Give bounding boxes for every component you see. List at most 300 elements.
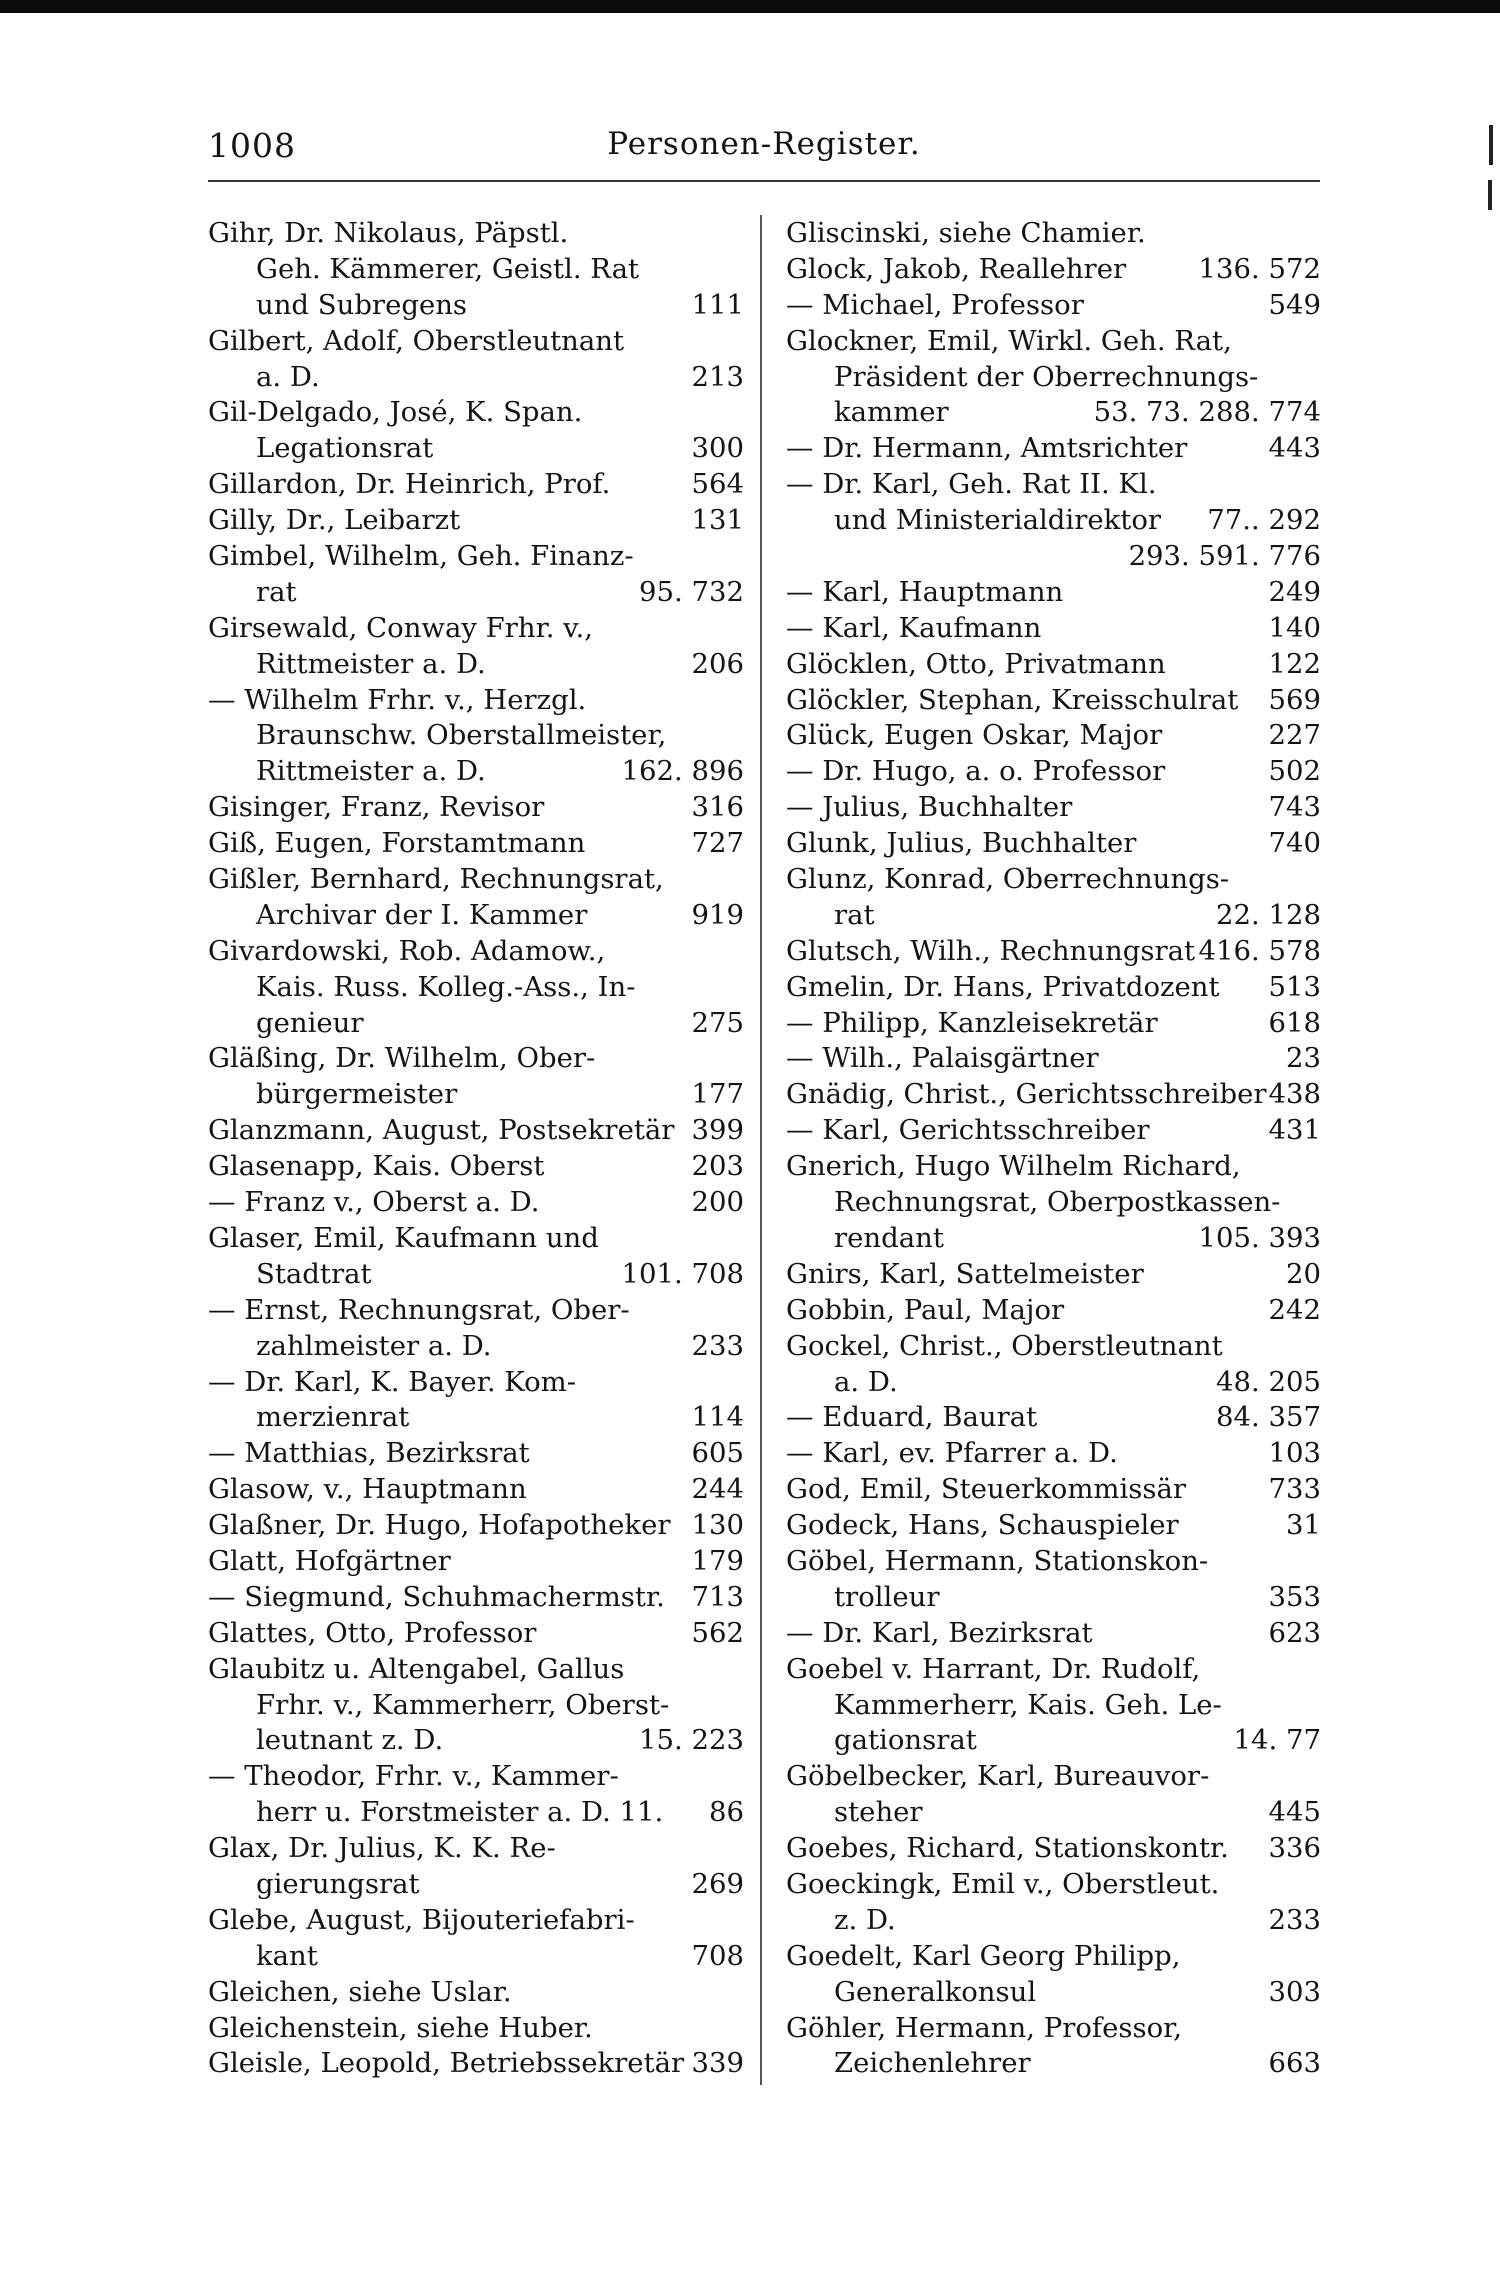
entry-continuation-line xyxy=(208,1077,744,1113)
page-reference: 177 xyxy=(691,1078,744,1111)
running-title: Personen-Register. xyxy=(607,126,921,162)
entry-text: Zeichenlehrer xyxy=(834,2047,1031,2080)
entry-text: Gihr, Dr. Nikolaus, Päpstl. xyxy=(208,217,569,249)
page-reference: 743 xyxy=(1268,791,1321,824)
entry-text: — Philipp, Kanzleisekretär xyxy=(786,1006,1158,1039)
entry-continuation-line xyxy=(208,754,744,790)
entry-line xyxy=(786,1759,1321,1795)
page-reference: 316 xyxy=(691,791,744,824)
entry-text: Legationsrat xyxy=(256,432,434,465)
entry-text: Gobbin, Paul, Major xyxy=(786,1293,1065,1326)
page-reference: 200 xyxy=(691,1186,744,1219)
entry-line xyxy=(208,611,744,647)
entry-continuation-line xyxy=(786,2046,1321,2082)
entry-text: Goebel v. Harrant, Dr. Rudolf, xyxy=(786,1652,1201,1685)
entry-line xyxy=(208,1903,744,1939)
entry-text: Gleichenstein, siehe Huber. xyxy=(208,2011,593,2044)
register-entry xyxy=(786,1939,1321,2011)
entry-text: — Siegmund, Schuhmachermstr. xyxy=(208,1580,665,1613)
entry-text: Gißler, Bernhard, Rechnungsrat, xyxy=(208,863,664,896)
entry-continuation-line xyxy=(786,1723,1321,1759)
entry-text: Generalkonsul xyxy=(834,1975,1037,2008)
entry-text: Gmelin, Dr. Hans, Privatdozent xyxy=(786,970,1220,1003)
register-entry xyxy=(786,754,1321,790)
entry-text: und Ministerialdirektor xyxy=(834,504,1162,537)
entry-line xyxy=(208,1293,744,1329)
entry-text: Gnirs, Karl, Sattelmeister xyxy=(786,1257,1144,1290)
entry-text: und Subregens xyxy=(256,288,468,321)
entry-text: — Theodor, Frhr. v., Kammer- xyxy=(208,1760,619,1793)
entry-text: Glebe, August, Bijouteriefabri- xyxy=(208,1903,635,1936)
page-reference: 227 xyxy=(1268,719,1321,752)
register-entry xyxy=(208,934,744,1042)
entry-text: — Ernst, Rechnungsrat, Ober- xyxy=(208,1293,630,1326)
page-reference: 416. 578 xyxy=(1198,934,1321,967)
register-entry xyxy=(786,1329,1321,1401)
entry-text: Gillardon, Dr. Heinrich, Prof. xyxy=(208,468,611,501)
page-reference: 275 xyxy=(691,1006,744,1039)
register-entry xyxy=(786,1257,1321,1293)
entry-line xyxy=(786,2011,1321,2047)
entry-text: zahlmeister a. D. xyxy=(256,1329,492,1362)
entry-continuation-line xyxy=(786,1975,1321,2011)
entry-text: — Matthias, Bezirksrat xyxy=(208,1437,530,1470)
page-reference: 136. 572 xyxy=(1198,252,1321,285)
register-entry xyxy=(208,611,744,683)
page-reference: 605 xyxy=(691,1437,744,1470)
page-reference: 122 xyxy=(1268,647,1321,680)
entry-line xyxy=(208,1831,744,1867)
entry-line xyxy=(208,1185,744,1221)
entry-continuation-line xyxy=(208,1688,744,1724)
page-reference: 919 xyxy=(691,898,744,931)
entry-line xyxy=(208,790,744,826)
page-reference: 269 xyxy=(691,1867,744,1900)
entry-continuation-line xyxy=(786,1185,1321,1221)
entry-line xyxy=(786,324,1321,360)
register-entry xyxy=(208,1293,744,1365)
register-entry xyxy=(208,1580,744,1616)
page-reference: 23 xyxy=(1286,1042,1321,1075)
entry-text: Godeck, Hans, Schauspieler xyxy=(786,1509,1179,1542)
entry-line xyxy=(786,1006,1321,1042)
entry-continuation-line xyxy=(208,1867,744,1903)
entry-text: Gockel, Christ., Oberstleutnant xyxy=(786,1329,1223,1362)
entry-line xyxy=(208,467,744,503)
page-reference: 727 xyxy=(691,827,744,860)
register-entry xyxy=(208,790,744,826)
entry-text: Gil-Delgado, José, K. Span. xyxy=(208,396,583,429)
entry-continuation-line xyxy=(208,718,744,754)
entry-text: — Julius, Buchhalter xyxy=(786,791,1073,824)
page-reference: 101. 708 xyxy=(621,1257,744,1290)
entry-line xyxy=(786,1472,1321,1508)
entry-line xyxy=(786,1293,1321,1329)
entry-text: Gilbert, Adolf, Oberstleutnant xyxy=(208,324,625,357)
register-entry xyxy=(786,1077,1321,1113)
page-reference: 564 xyxy=(691,468,744,501)
entry-text: Glock, Jakob, Reallehrer xyxy=(786,252,1127,285)
register-entry xyxy=(208,826,744,862)
entry-text: Rechnungsrat, Oberpostkassen- xyxy=(834,1186,1281,1219)
register-column-right xyxy=(786,216,1321,2082)
entry-text: Göbelbecker, Karl, Bureauvor- xyxy=(786,1760,1210,1793)
entry-text: Geh. Kämmerer, Geistl. Rat xyxy=(256,252,640,285)
entry-line xyxy=(786,862,1321,898)
register-entry xyxy=(208,539,744,611)
entry-text: z. D. xyxy=(834,1903,896,1936)
entry-text: Glöckler, Stephan, Kreisschulrat xyxy=(786,683,1239,716)
entry-line xyxy=(786,216,1321,252)
entry-text: Rittmeister a. D. xyxy=(256,755,486,788)
entry-text: Girsewald, Conway Frhr. v., xyxy=(208,611,593,644)
entry-text: bürgermeister xyxy=(256,1078,458,1111)
entry-line xyxy=(786,467,1321,503)
entry-text: — Karl, Kaufmann xyxy=(786,611,1042,644)
entry-text: Glaßner, Dr. Hugo, Hofapotheker xyxy=(208,1509,671,1542)
register-entry xyxy=(208,1831,744,1903)
page-reference: 336 xyxy=(1268,1832,1321,1865)
page-reference: 140 xyxy=(1268,611,1321,644)
register-entry xyxy=(208,1903,744,1975)
register-entry xyxy=(786,252,1321,288)
page-reference: 213 xyxy=(691,360,744,393)
entry-line xyxy=(786,1652,1321,1688)
column-divider xyxy=(760,215,762,2085)
entry-text: herr u. Forstmeister a. D. 11. xyxy=(256,1796,664,1829)
register-entry xyxy=(786,1006,1321,1042)
entry-text: Göhler, Hermann, Professor, xyxy=(786,2011,1182,2044)
page-reference: 708 xyxy=(691,1939,744,1972)
entry-text: Göbel, Hermann, Stationskon- xyxy=(786,1544,1209,1577)
entry-text: Glasow, v., Hauptmann xyxy=(208,1473,527,1506)
scan-margin-mark xyxy=(1488,180,1492,210)
entry-continuation-line xyxy=(786,1365,1321,1401)
scan-top-edge xyxy=(0,0,1500,13)
entry-text: a. D. xyxy=(834,1365,898,1398)
register-entry xyxy=(208,1652,744,1760)
page-reference: 740 xyxy=(1268,827,1321,860)
entry-text: genieur xyxy=(256,1006,364,1039)
page-reference: 20 xyxy=(1286,1257,1321,1290)
entry-text: Givardowski, Rob. Adamow., xyxy=(208,934,606,967)
entry-text: rendant xyxy=(834,1221,944,1254)
page-reference: 399 xyxy=(691,1114,744,1147)
entry-text: — Eduard, Baurat xyxy=(786,1401,1038,1434)
entry-line xyxy=(786,647,1321,683)
entry-continuation-line xyxy=(786,1580,1321,1616)
entry-line xyxy=(786,1508,1321,1544)
register-entry xyxy=(208,503,744,539)
entry-text: God, Emil, Steuerkommissär xyxy=(786,1473,1187,1506)
entry-continuation-line xyxy=(208,1257,744,1293)
entry-text: Goeckingk, Emil v., Oberstleut. xyxy=(786,1867,1220,1900)
register-entry xyxy=(208,467,744,503)
entry-text: Glunz, Konrad, Oberrechnungs- xyxy=(786,863,1230,896)
entry-text: Kammerherr, Kais. Geh. Le- xyxy=(834,1688,1222,1721)
register-entry xyxy=(208,1221,744,1293)
scan-margin-mark xyxy=(1489,125,1493,165)
register-entry xyxy=(786,1652,1321,1760)
page-reference: 105. 393 xyxy=(1198,1221,1321,1254)
entry-text: Gilly, Dr., Leibarzt xyxy=(208,504,461,537)
entry-text: Goebes, Richard, Stationskontr. xyxy=(786,1832,1229,1865)
register-entry xyxy=(786,790,1321,826)
entry-text: trolleur xyxy=(834,1580,940,1613)
entry-continuation-line xyxy=(208,647,744,683)
register-entry xyxy=(786,934,1321,970)
entry-line xyxy=(208,1113,744,1149)
entry-text: — Wilh., Palaisgärtner xyxy=(786,1042,1099,1075)
entry-line xyxy=(208,1221,744,1257)
entry-line xyxy=(208,683,744,719)
entry-text: — Wilhelm Frhr. v., Herzgl. xyxy=(208,683,587,716)
register-entry xyxy=(208,2046,744,2082)
entry-line xyxy=(786,575,1321,611)
entry-text: Gimbel, Wilhelm, Geh. Finanz- xyxy=(208,540,634,573)
register-entry xyxy=(786,1831,1321,1867)
entry-continuation-line xyxy=(208,252,744,288)
register-entry xyxy=(786,1293,1321,1329)
register-entry xyxy=(208,1436,744,1472)
register-entry xyxy=(786,1400,1321,1436)
entry-continuation-line xyxy=(786,1903,1321,1939)
entry-continuation-line xyxy=(786,1795,1321,1831)
page-reference: 86 xyxy=(709,1796,744,1829)
entry-continuation-line xyxy=(786,395,1321,431)
register-entry xyxy=(786,575,1321,611)
entry-text: Glück, Eugen Oskar, Major xyxy=(786,719,1163,752)
entry-text: — Karl, Gerichtsschreiber xyxy=(786,1114,1150,1147)
entry-line xyxy=(786,754,1321,790)
entry-text: Goedelt, Karl Georg Philipp, xyxy=(786,1939,1181,1972)
register-entry xyxy=(786,718,1321,754)
register-entry xyxy=(208,324,744,396)
register-entry xyxy=(208,1365,744,1437)
entry-text: steher xyxy=(834,1796,923,1829)
entry-text: Gläßing, Dr. Wilhelm, Ober- xyxy=(208,1042,596,1075)
entry-text: Glunk, Julius, Buchhalter xyxy=(786,827,1137,860)
entry-text: — Dr. Karl, Bezirksrat xyxy=(786,1616,1093,1649)
register-entry xyxy=(208,862,744,934)
entry-line xyxy=(208,1508,744,1544)
register-entry xyxy=(786,1149,1321,1257)
page-header xyxy=(208,126,1320,186)
entry-text: gierungsrat xyxy=(256,1867,420,1900)
entry-line xyxy=(786,252,1321,288)
entry-line xyxy=(208,324,744,360)
register-entry xyxy=(208,1544,744,1580)
entry-text: Archivar der I. Kammer xyxy=(256,898,588,931)
entry-continuation-line xyxy=(208,288,744,324)
entry-text: kammer xyxy=(834,396,949,429)
entry-continuation-line xyxy=(208,1939,744,1975)
entry-text: Braunschw. Oberstallmeister, xyxy=(256,719,667,752)
entry-text: — Karl, ev. Pfarrer a. D. xyxy=(786,1437,1118,1470)
page-reference: 233 xyxy=(691,1329,744,1362)
register-entry xyxy=(786,431,1321,467)
page-reference: 77.. 292 xyxy=(1207,504,1321,537)
entry-text: Präsident der Oberrechnungs- xyxy=(834,360,1259,393)
entry-text: Glaser, Emil, Kaufmann und xyxy=(208,1221,599,1254)
page-reference: 114 xyxy=(691,1401,744,1434)
entry-line xyxy=(786,431,1321,467)
entry-line xyxy=(786,1077,1321,1113)
entry-line xyxy=(208,1975,744,2011)
register-entry xyxy=(786,467,1321,575)
page-reference: 353 xyxy=(1268,1580,1321,1613)
entry-text: Gnädig, Christ., Gerichtsschreiber xyxy=(786,1078,1267,1111)
entry-text: Gliscinski, siehe Chamier. xyxy=(786,217,1146,249)
page-reference: 293. 591. 776 xyxy=(1128,540,1321,573)
register-entry xyxy=(786,1544,1321,1616)
page-reference: 53. 73. 288. 774 xyxy=(1093,396,1321,429)
page-reference: 562 xyxy=(691,1616,744,1649)
page-reference: 663 xyxy=(1268,2047,1321,2080)
entry-line xyxy=(208,2011,744,2047)
entry-line xyxy=(208,1436,744,1472)
page-reference: 244 xyxy=(691,1473,744,1506)
entry-continuation-line xyxy=(786,898,1321,934)
entry-text: — Dr. Hugo, a. o. Professor xyxy=(786,755,1166,788)
entry-text: leutnant z. D. xyxy=(256,1724,444,1757)
register-entry xyxy=(786,611,1321,647)
entry-line xyxy=(786,288,1321,324)
register-entry xyxy=(208,683,744,791)
register-entry xyxy=(786,216,1321,252)
register-entry xyxy=(786,1041,1321,1077)
register-entry xyxy=(208,1616,744,1652)
entry-line xyxy=(208,1616,744,1652)
page-reference: 95. 732 xyxy=(639,575,744,608)
page-reference: 203 xyxy=(691,1150,744,1183)
entry-text: Glatt, Hofgärtner xyxy=(208,1544,451,1577)
entry-text: Gleisle, Leopold, Betriebssekretär xyxy=(208,2047,685,2080)
register-entry xyxy=(208,395,744,467)
entry-line xyxy=(208,1544,744,1580)
page-reference: 249 xyxy=(1268,575,1321,608)
page-reference: 733 xyxy=(1268,1473,1321,1506)
entry-text: Gnerich, Hugo Wilhelm Richard, xyxy=(786,1150,1241,1183)
entry-continuation-line xyxy=(786,503,1321,539)
page-number: 1008 xyxy=(208,126,296,165)
entry-text: gationsrat xyxy=(834,1724,977,1757)
entry-text: rat xyxy=(256,575,297,608)
register-entry xyxy=(786,970,1321,1006)
entry-text: Glasenapp, Kais. Oberst xyxy=(208,1150,545,1183)
register-entry xyxy=(786,1759,1321,1831)
entry-line xyxy=(208,216,744,252)
entry-text: Glattes, Otto, Professor xyxy=(208,1616,537,1649)
entry-line xyxy=(786,1867,1321,1903)
entry-continuation-line xyxy=(208,360,744,396)
entry-line xyxy=(208,934,744,970)
page-reference: 111 xyxy=(691,288,744,321)
entry-line xyxy=(786,1041,1321,1077)
entry-continuation-line xyxy=(208,1795,744,1831)
register-entry xyxy=(786,826,1321,862)
entry-text: Frhr. v., Kammerherr, Oberst- xyxy=(256,1688,670,1721)
entry-line xyxy=(786,1257,1321,1293)
page-reference: 22. 128 xyxy=(1216,898,1321,931)
entry-continuation-line xyxy=(208,1723,744,1759)
entry-line xyxy=(786,1329,1321,1365)
register-entry xyxy=(208,1508,744,1544)
page-reference: 300 xyxy=(691,432,744,465)
page-reference: 438 xyxy=(1268,1078,1321,1111)
register-entry xyxy=(786,862,1321,934)
page-reference: 242 xyxy=(1268,1293,1321,1326)
entry-text: kant xyxy=(256,1939,318,1972)
register-column-left xyxy=(208,216,744,2082)
entry-line xyxy=(786,718,1321,754)
entry-line xyxy=(208,1365,744,1401)
page-reference: 103 xyxy=(1268,1437,1321,1470)
entry-text: Glanzmann, August, Postsekretär xyxy=(208,1114,675,1147)
entry-line xyxy=(786,611,1321,647)
page-reference: 14. 77 xyxy=(1233,1724,1321,1757)
entry-continuation-line xyxy=(208,970,744,1006)
entry-text: Stadtrat xyxy=(256,1257,372,1290)
register-entry xyxy=(786,647,1321,683)
entry-continuation-line xyxy=(208,1400,744,1436)
page-reference: 443 xyxy=(1268,432,1321,465)
register-entry xyxy=(208,1185,744,1221)
entry-continuation-line xyxy=(786,360,1321,396)
register-entry xyxy=(786,1113,1321,1149)
page-reference: 502 xyxy=(1268,755,1321,788)
entry-text: a. D. xyxy=(256,360,320,393)
header-rule xyxy=(208,180,1320,182)
entry-text: Glaubitz u. Altengabel, Gallus xyxy=(208,1652,625,1685)
entry-text: Kais. Russ. Kolleg.-Ass., In- xyxy=(256,970,636,1003)
register-entry xyxy=(786,1472,1321,1508)
page-reference: 131 xyxy=(691,504,744,537)
entry-line xyxy=(786,1400,1321,1436)
register-entry xyxy=(786,1436,1321,1472)
entry-continuation-line xyxy=(208,431,744,467)
entry-text: — Dr. Hermann, Amtsrichter xyxy=(786,432,1188,465)
entry-text: — Karl, Hauptmann xyxy=(786,575,1064,608)
entry-text: Giß, Eugen, Forstamtmann xyxy=(208,827,586,860)
page-reference: 179 xyxy=(691,1544,744,1577)
page-reference: 162. 896 xyxy=(621,755,744,788)
entry-line xyxy=(786,1939,1321,1975)
entry-line xyxy=(208,1580,744,1616)
entry-continuation-line xyxy=(786,1221,1321,1257)
entry-line xyxy=(786,826,1321,862)
entry-text: — Dr. Karl, Geh. Rat II. Kl. xyxy=(786,468,1157,501)
entry-text: — Franz v., Oberst a. D. xyxy=(208,1186,540,1219)
entry-text: rat xyxy=(834,898,875,931)
register-entry xyxy=(208,1975,744,2011)
page-reference: 549 xyxy=(1268,288,1321,321)
entry-line xyxy=(786,1436,1321,1472)
entry-text: Glockner, Emil, Wirkl. Geh. Rat, xyxy=(786,324,1232,357)
entry-continuation-line xyxy=(208,898,744,934)
register-entry xyxy=(786,288,1321,324)
register-entry xyxy=(208,1041,744,1113)
page-reference: 84. 357 xyxy=(1216,1401,1321,1434)
page-reference: 618 xyxy=(1268,1006,1321,1039)
entry-text: merzienrat xyxy=(256,1401,410,1434)
register-entry xyxy=(208,1149,744,1185)
register-entry xyxy=(786,1508,1321,1544)
page-reference: 623 xyxy=(1268,1616,1321,1649)
entry-continuation-line xyxy=(208,1006,744,1042)
page-reference: 339 xyxy=(691,2047,744,2080)
entry-line xyxy=(208,862,744,898)
